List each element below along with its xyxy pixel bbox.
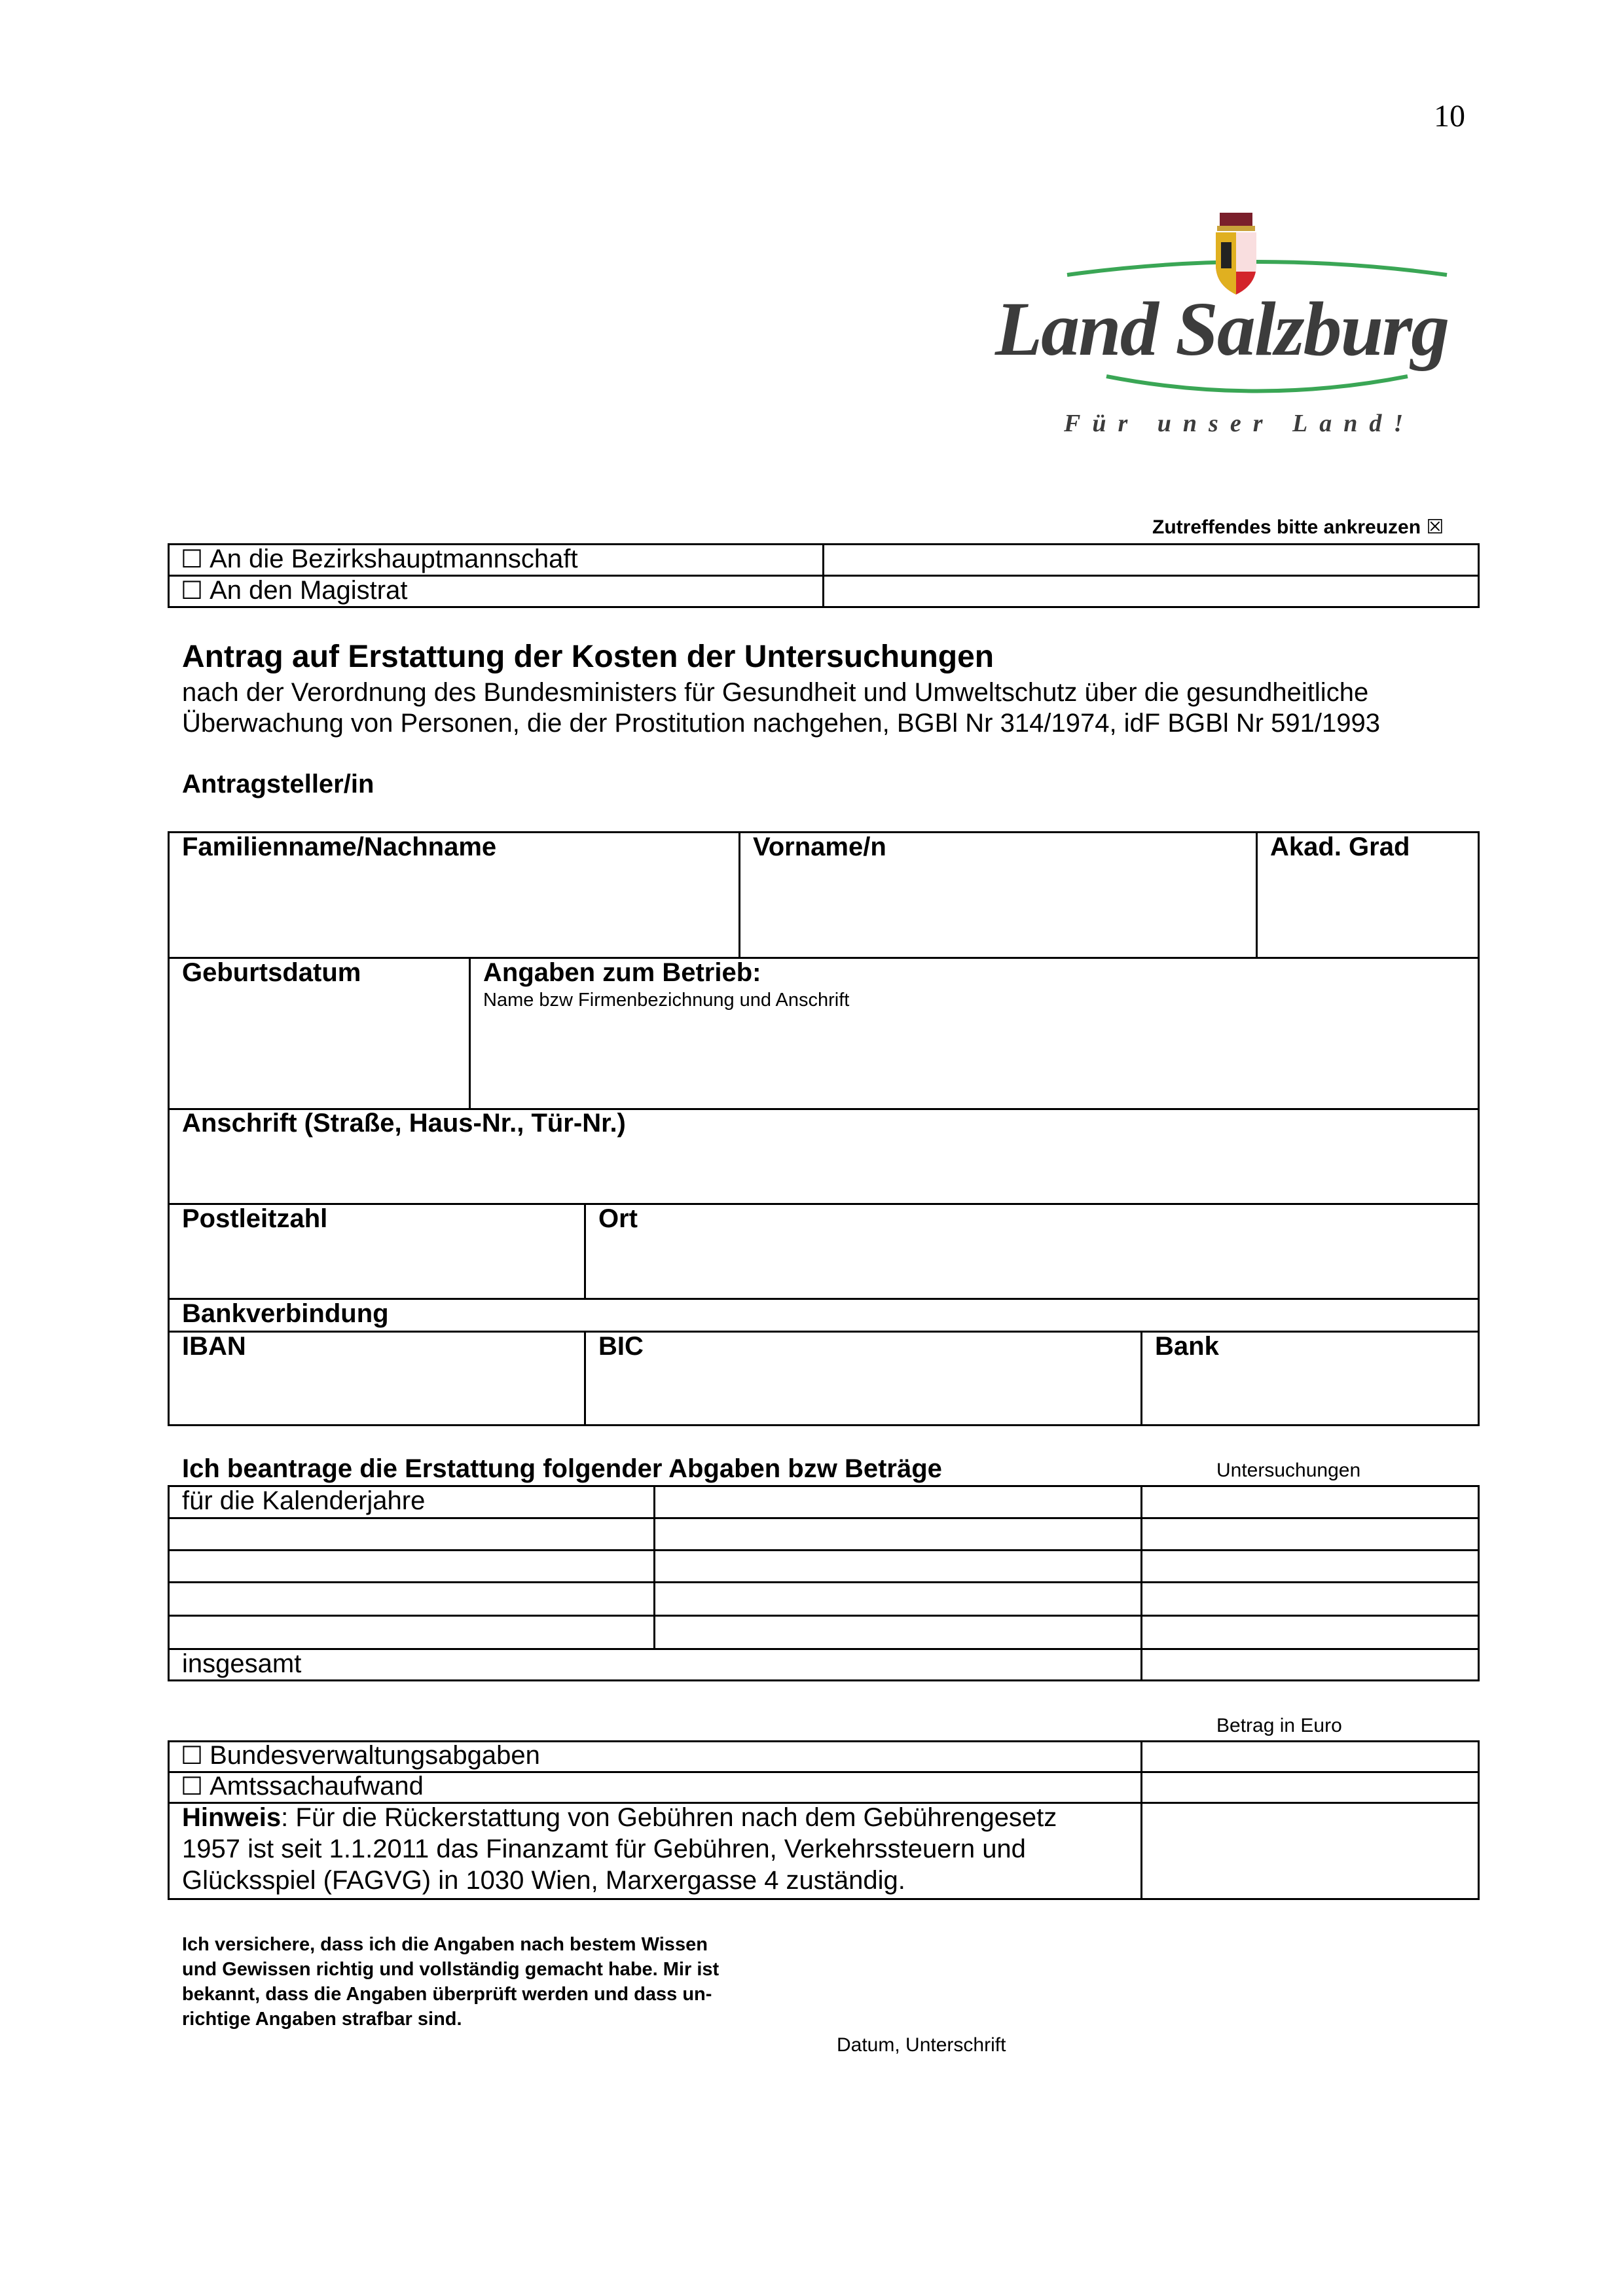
total-label: insgesamt (182, 1649, 302, 1678)
check-instruction (1152, 516, 1444, 539)
year-field-5[interactable] (657, 1617, 1138, 1646)
calendar-years-label: für die Kalenderjahre (182, 1486, 426, 1515)
page-number: 10 (1434, 99, 1465, 134)
signature-label: Datum, Unterschrift (837, 2034, 1006, 2056)
note-line2: 1957 ist seit 1.1.2011 das Finanzamt für Gebühren, Verkehrssteuern und (182, 1835, 1026, 1863)
business-field[interactable] (473, 1014, 1474, 1106)
year-label-field-4[interactable] (172, 1584, 651, 1613)
first-name-field[interactable] (742, 864, 1253, 954)
business-hint: Name bzw Firmenbezichnung und Anschrift (483, 990, 850, 1011)
iban-field[interactable] (172, 1363, 581, 1422)
form-title: Antrag auf Erstattung der Kosten der Untersuchungen (182, 639, 994, 674)
note-amount-field[interactable] (1144, 1804, 1474, 1896)
last-name-field[interactable] (172, 864, 735, 954)
declaration-line1: Ich versichere, dass ich die Angaben nach bestem Wissen (182, 1934, 708, 1955)
option-federal-fees[interactable]: ☐ Bundesverwaltungsabgaben (181, 1741, 540, 1770)
birthdate-field[interactable] (172, 990, 466, 1106)
checkbox-icon[interactable]: ☐ (181, 1772, 204, 1801)
checkbox-icon[interactable]: ☐ (181, 576, 204, 605)
exams-field-4[interactable] (1144, 1584, 1474, 1613)
logo-slogan: Für unser Land! (1064, 410, 1415, 437)
exams-field-5[interactable] (1144, 1617, 1474, 1646)
option-bezirkshauptmannschaft[interactable]: ☐ An die Bezirkshauptmannschaft (181, 545, 578, 573)
declaration-line4: richtige Angaben strafbar sind. (182, 2009, 462, 2030)
check-instruction-text: Zutreffendes bitte ankreuzen (1152, 516, 1421, 538)
last-name-label: Familienname/Nachname (182, 833, 497, 861)
federal-fees-amount-field[interactable] (1144, 1743, 1474, 1769)
bic-field[interactable] (588, 1363, 1138, 1422)
note-label: Hinweis (182, 1803, 282, 1832)
first-name-label: Vorname/n (753, 833, 886, 861)
year-field-4[interactable] (657, 1584, 1138, 1613)
address-field[interactable] (172, 1140, 1474, 1200)
address-label: Anschrift (Straße, Haus-Nr., Tür-Nr.) (182, 1109, 626, 1138)
form-subtitle-line1: nach der Verordnung des Bundesministers für Gesundheit und Umweltschutz über die gesundheitliche (182, 678, 1369, 707)
postal-code-field[interactable] (172, 1236, 581, 1296)
declaration-line2: und Gewissen richtig und vollständig gemacht habe. Mir ist (182, 1959, 720, 1980)
year-field-2[interactable] (657, 1520, 1138, 1547)
declaration-line3: bekannt, dass die Angaben überprüft werden und dass un- (182, 1984, 712, 2005)
year-label-field-2[interactable] (172, 1520, 651, 1547)
logo-wordmark: Land Salzburg (995, 286, 1449, 372)
exams-field-3[interactable] (1144, 1552, 1474, 1579)
bank-label: Bank (1155, 1332, 1219, 1361)
total-exams-field[interactable] (1144, 1651, 1474, 1678)
bic-label: BIC (598, 1332, 644, 1361)
bank-field[interactable] (1144, 1363, 1474, 1422)
signature-field[interactable] (831, 1931, 1473, 2029)
note-line1: Hinweis: Für die Rückerstattung von Gebühren nach dem Gebührengesetz (182, 1803, 1057, 1832)
authority-magistrat-field[interactable] (825, 577, 1477, 605)
year-label-field-3[interactable] (172, 1552, 651, 1579)
exams-field-2[interactable] (1144, 1520, 1474, 1547)
city-label: Ort (598, 1204, 638, 1233)
option-magistrat[interactable]: ☐ An den Magistrat (181, 576, 408, 605)
authority-bezirk-field[interactable] (825, 545, 1477, 574)
iban-label: IBAN (182, 1332, 246, 1361)
amount-column-header: Betrag in Euro (1216, 1715, 1342, 1736)
checked-box-icon: ☒ (1426, 516, 1444, 539)
degree-field[interactable] (1260, 864, 1476, 954)
bank-section-label: Bankverbindung (182, 1299, 389, 1328)
refund-title: Ich beantrage die Erstattung folgender Abgaben bzw Beträge (182, 1454, 942, 1483)
postal-code-label: Postleitzahl (182, 1204, 328, 1233)
year-field-1[interactable] (657, 1488, 1138, 1515)
year-field-3[interactable] (657, 1552, 1138, 1579)
business-label: Angaben zum Betrieb: (483, 958, 761, 987)
exams-field-1[interactable] (1144, 1488, 1474, 1515)
land-salzburg-logo (989, 209, 1512, 458)
city-field[interactable] (588, 1236, 1474, 1296)
note-line3: Glücksspiel (FAGVG) in 1030 Wien, Marxergasse 4 zuständig. (182, 1866, 905, 1895)
applicant-section-title: Antragsteller/in (182, 770, 374, 798)
birthdate-label: Geburtsdatum (182, 958, 361, 987)
official-costs-amount-field[interactable] (1144, 1774, 1474, 1800)
degree-label: Akad. Grad (1270, 833, 1410, 861)
year-label-field-5[interactable] (172, 1617, 651, 1646)
form-subtitle-line2: Überwachung von Personen, die der Prostitution nachgehen, BGBl Nr 314/1974, idF BGBl Nr 591/1993 (182, 709, 1380, 738)
exams-column-header: Untersuchungen (1216, 1460, 1361, 1481)
checkbox-icon[interactable]: ☐ (181, 545, 204, 573)
option-official-costs[interactable]: ☐ Amtssachaufwand (181, 1772, 424, 1801)
checkbox-icon[interactable]: ☐ (181, 1741, 204, 1770)
